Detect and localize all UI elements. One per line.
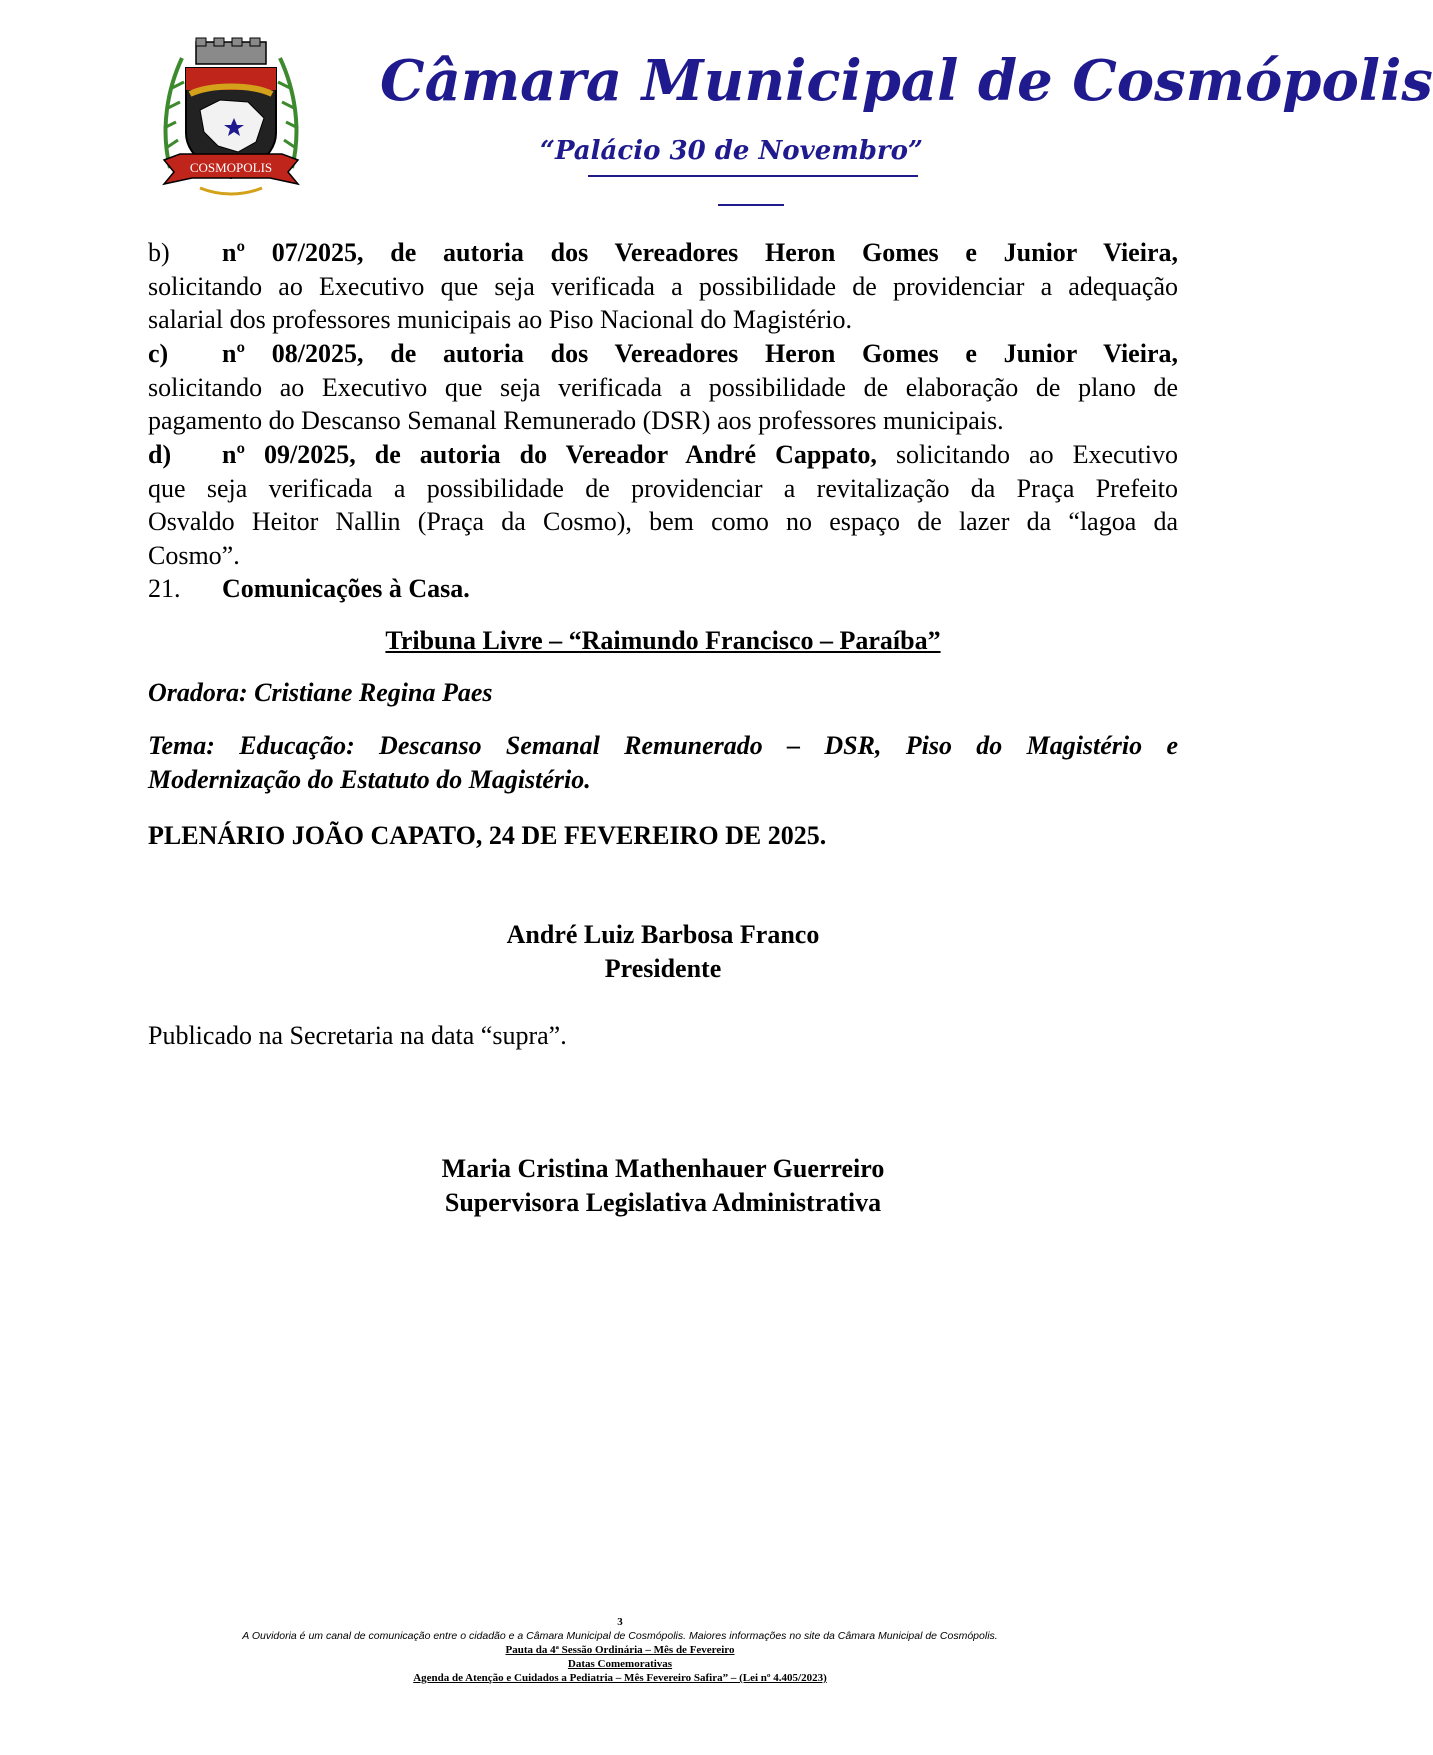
item-c (148, 337, 1178, 438)
item-d-line3: Osvaldo Heitor Nallin (Praça da Cosmo), bem como no espaço de lazer da “lagoa da (148, 507, 1178, 536)
item-21-text: Comunicações à Casa. (222, 574, 470, 603)
header-divider-short (718, 204, 784, 206)
item-c-bold: nº 08/2025, de autoria dos Vereadores Heron Gomes e Junior Vieira, (222, 339, 1178, 368)
ouvidoria-note: A Ouvidoria é um canal de comunicação entre o cidadão e a Câmara Municipal de Cosmópolis. Maiores informações no site da Câmara Municipal de Cosmópolis. (242, 1630, 998, 1642)
footer-line1: Pauta da 4ª Sessão Ordinária – Mês de Fevereiro (505, 1644, 735, 1656)
item-21-number: 21. (148, 574, 181, 603)
page-number: 3 (617, 1616, 623, 1628)
chamber-title: Câmara Municipal de Cosmópolis (380, 48, 1433, 114)
palace-subtitle: “Palácio 30 de Novembro” (540, 136, 923, 166)
item-d-marker: d) (148, 440, 172, 469)
president-role: Presidente (604, 953, 722, 983)
coat-of-arms-icon (160, 38, 302, 196)
item-c-line3: pagamento do Descanso Semanal Remunerado (DSR) aos professores municipais. (148, 406, 1004, 435)
supervisor-name: Maria Cristina Mathenhauer Guerreiro (441, 1154, 885, 1183)
footer (0, 1615, 1240, 1685)
tema-line2: Modernização do Estatuto do Magistério. (148, 764, 591, 794)
item-d-text1: solicitando ao Executivo (876, 440, 1178, 469)
published-note: Publicado na Secretaria na data “supra”. (148, 1021, 567, 1050)
item-c-line2: solicitando ao Executivo que seja verificada a possibilidade de elaboração de plano de (148, 372, 1178, 402)
item-b-bold: nº 07/2025, de autoria dos Vereadores Heron Gomes e Junior Vieira, (222, 238, 1178, 267)
footer-line3: Agenda de Atenção e Cuidados a Pediatria – Mês Fevereiro Safira” – (Lei nº 4.405/2023) (413, 1672, 827, 1684)
tema-line1: Tema: Educação: Descanso Semanal Remunerado – DSR, Piso do Magistério e (148, 731, 1178, 760)
item-d (148, 438, 1178, 572)
item-d-bold: nº 09/2025, de autoria do Vereador André Cappato, (222, 440, 877, 469)
supervisor-role: Supervisora Legislativa Administrativa (444, 1187, 882, 1217)
item-d-line4: Cosmo”. (148, 540, 240, 570)
item-21 (148, 572, 1178, 606)
item-b-line2: solicitando ao Executivo que seja verificada a possibilidade de providenciar a adequação (148, 271, 1178, 301)
item-b-marker: b) (148, 238, 170, 267)
crest-ribbon-text: COSMOPOLIS (189, 160, 273, 175)
footer-line2: Datas Comemorativas (567, 1658, 673, 1670)
signature-supervisor (148, 1152, 1178, 1219)
item-b-line3: salarial dos professores municipais ao Piso Nacional do Magistério. (148, 305, 853, 334)
signature-president (148, 918, 1178, 985)
header-divider (588, 175, 918, 177)
tema (148, 729, 1178, 796)
tribuna-title: Tribuna Livre – “Raimundo Francisco – Paraíba” (385, 626, 941, 655)
item-c-marker: c) (148, 339, 169, 368)
oradora: Oradora: Cristiane Regina Paes (148, 678, 493, 707)
item-d-line2: que seja verificada a possibilidade de providenciar a revitalização da Praça Prefeito (148, 473, 1178, 503)
plenario-date: PLENÁRIO JOÃO CAPATO, 24 DE FEVEREIRO DE 2025. (148, 821, 827, 850)
president-name: André Luiz Barbosa Franco (506, 920, 820, 949)
item-b (148, 236, 1178, 337)
